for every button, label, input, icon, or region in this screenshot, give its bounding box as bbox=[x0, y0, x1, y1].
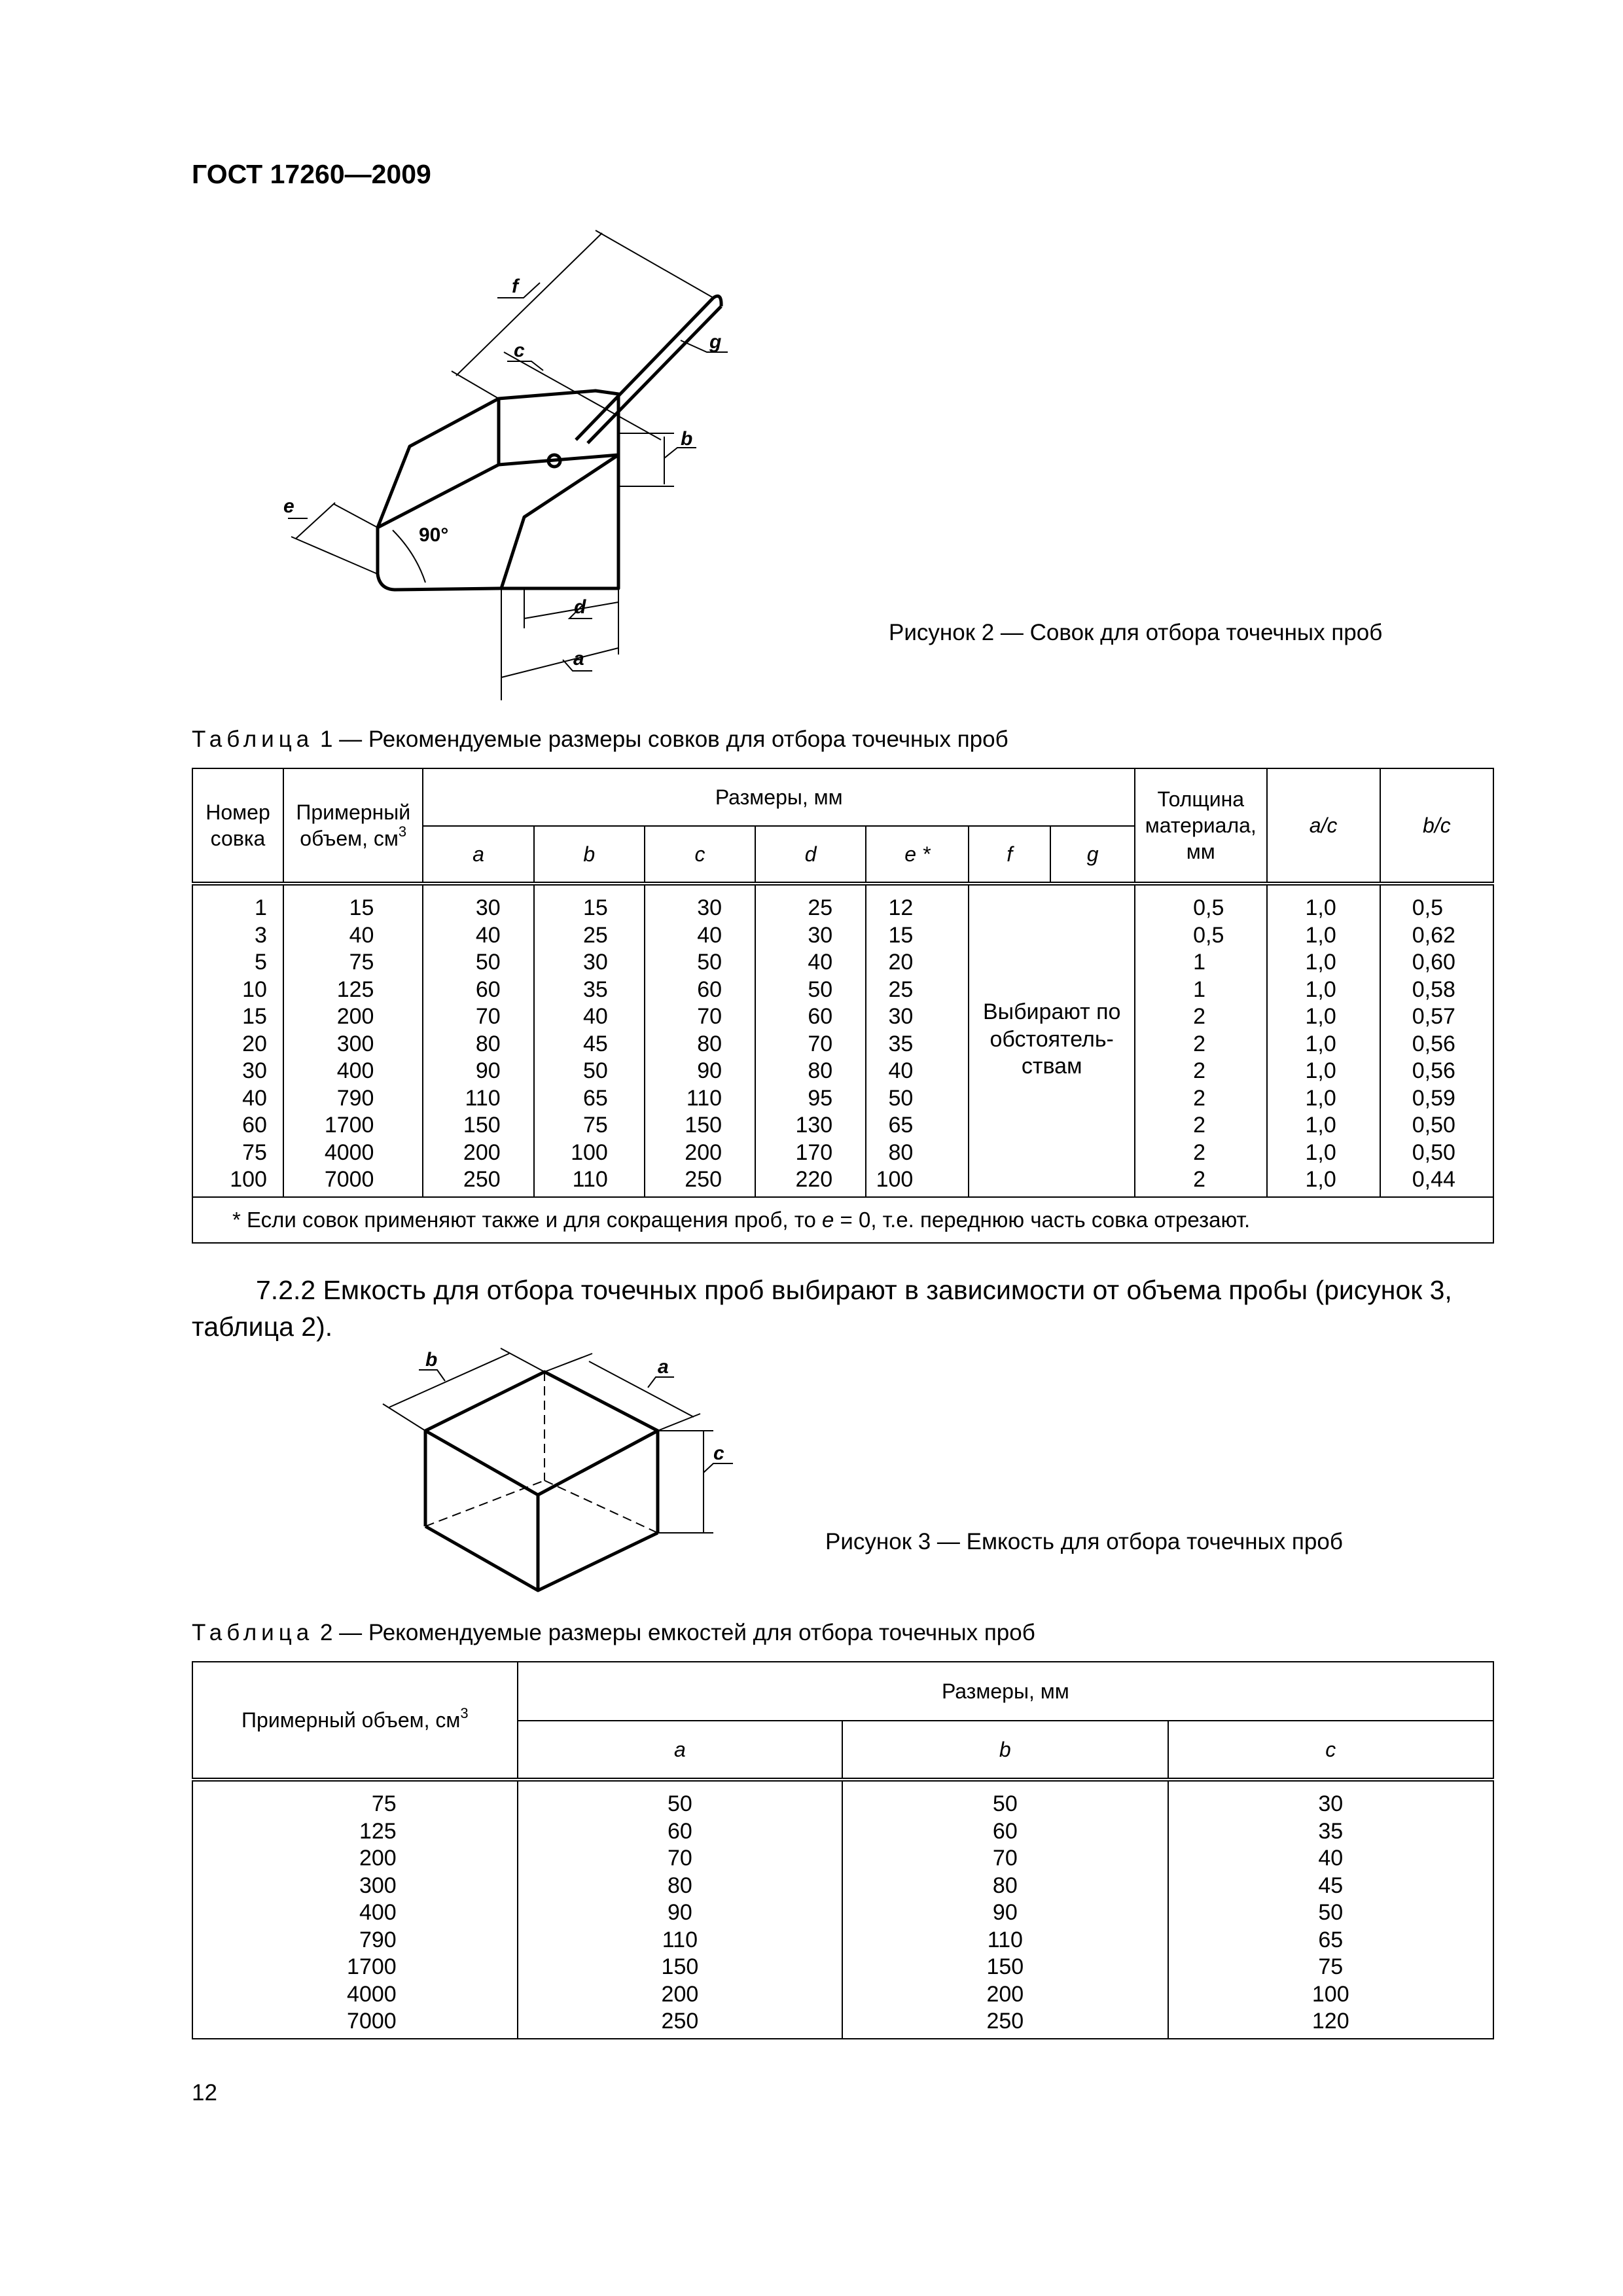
t1-body-row bbox=[192, 884, 1493, 1197]
t1-cell: 80 bbox=[475, 1031, 501, 1056]
t1-header-volume-text: Примерный объем, см bbox=[296, 800, 411, 850]
t2-cell: 150 bbox=[986, 1954, 1024, 1979]
t2-cell: 790 bbox=[359, 1927, 397, 1952]
t1-cell: 75 bbox=[349, 950, 374, 975]
t1-cell: 2 bbox=[1193, 1004, 1206, 1029]
t1-cell: 1,0 bbox=[1305, 1167, 1336, 1192]
t1-cell: 40 bbox=[697, 922, 722, 948]
page-number: 12 bbox=[192, 2080, 217, 2106]
t1-header-c bbox=[645, 826, 755, 884]
t2-header-volume-text: Примерный объем, см bbox=[241, 1708, 461, 1732]
t1-cell: 50 bbox=[475, 950, 501, 975]
t1-cell: 4000 bbox=[324, 1139, 374, 1165]
t1-cell: 100 bbox=[571, 1139, 608, 1165]
t1-cell: 45 bbox=[583, 1031, 608, 1056]
t1-col-thickness bbox=[1135, 884, 1266, 1197]
t1-cell: 30 bbox=[583, 950, 608, 975]
t1-header-ac-text: a/c bbox=[1309, 814, 1338, 837]
t2-cell: 1700 bbox=[347, 1954, 397, 1979]
t2-col-volume bbox=[192, 1780, 518, 2039]
t1-header-number: Номер совка bbox=[192, 768, 283, 884]
t2-cell: 70 bbox=[667, 1846, 692, 1871]
table-2 bbox=[192, 1661, 1494, 2039]
t2-header-b bbox=[842, 1721, 1168, 1780]
t2-cell: 50 bbox=[1318, 1900, 1344, 1925]
t1-cell: 200 bbox=[336, 1004, 374, 1029]
t2-col-b bbox=[842, 1780, 1168, 2039]
t1-cell: 130 bbox=[795, 1113, 833, 1138]
t1-cell: 170 bbox=[795, 1139, 833, 1165]
figure-2-caption: Рисунок 2 — Совок для отбора точечных проб bbox=[889, 620, 1383, 645]
t1-cell: 60 bbox=[808, 1004, 833, 1029]
fig2-label-c: c bbox=[514, 340, 525, 361]
t1-cell: 1,0 bbox=[1305, 895, 1336, 920]
t2-header-a bbox=[518, 1721, 842, 1780]
t1-col-number bbox=[192, 884, 283, 1197]
fig2-label-g: g bbox=[709, 331, 722, 353]
t1-cell: 300 bbox=[336, 1031, 374, 1056]
t1-header-volume-sup: 3 bbox=[398, 823, 407, 840]
t1-cell: 150 bbox=[685, 1113, 722, 1138]
t1-cell: 5 bbox=[255, 950, 267, 975]
t2-cell: 30 bbox=[1318, 1791, 1344, 1816]
t1-cell: 70 bbox=[475, 1004, 501, 1029]
figure-2-scoop-drawing bbox=[275, 223, 746, 707]
t2-header-b-text: b bbox=[999, 1738, 1011, 1761]
t1-cell: 2 bbox=[1193, 1113, 1206, 1138]
t1-cell: 1 bbox=[1193, 977, 1206, 1002]
t1-cell: 12 bbox=[888, 895, 914, 920]
t1-cell: 65 bbox=[888, 1113, 914, 1138]
t2-cell: 300 bbox=[359, 1873, 397, 1898]
t1-footnote-e: e bbox=[822, 1207, 834, 1232]
t2-cell: 40 bbox=[1318, 1846, 1344, 1871]
t1-cell: 3 bbox=[255, 922, 267, 948]
t1-header-d bbox=[755, 826, 866, 884]
t2-cell: 125 bbox=[359, 1818, 397, 1844]
t2-cell: 60 bbox=[992, 1818, 1018, 1844]
t1-cell: 0,50 bbox=[1412, 1139, 1455, 1165]
t2-cell: 200 bbox=[661, 1981, 699, 2007]
t1-header-b-text: b bbox=[583, 842, 596, 866]
t1-cell: 50 bbox=[888, 1085, 914, 1111]
t1-cell: 15 bbox=[583, 895, 608, 920]
t1-cell: 65 bbox=[583, 1085, 608, 1111]
t1-header-d-text: d bbox=[804, 842, 817, 866]
t1-col-bc bbox=[1380, 884, 1493, 1197]
t2-body-row bbox=[192, 1780, 1493, 2039]
t1-footnote bbox=[192, 1197, 1493, 1243]
t2-cell: 50 bbox=[667, 1791, 692, 1816]
t1-cell: 220 bbox=[795, 1167, 833, 1192]
fig3-label-b: b bbox=[425, 1349, 438, 1371]
t1-col-c bbox=[645, 884, 755, 1197]
t1-fg-line-1: Выбирают по bbox=[982, 999, 1121, 1024]
fig3-label-c: c bbox=[713, 1443, 724, 1464]
t1-col-e bbox=[866, 884, 969, 1197]
t1-header-thickness: Толщина материала, мм bbox=[1135, 768, 1266, 884]
t1-cell: 1,0 bbox=[1305, 1139, 1336, 1165]
t1-cell: 0,62 bbox=[1412, 922, 1455, 948]
t1-cell: 0,44 bbox=[1412, 1167, 1455, 1192]
t2-cell: 110 bbox=[662, 1927, 698, 1952]
t1-cell: 30 bbox=[808, 922, 833, 948]
t1-fg-line-2: обстоятель- bbox=[990, 1026, 1114, 1052]
t1-cell: 80 bbox=[697, 1031, 722, 1056]
t1-cell: 25 bbox=[583, 922, 608, 948]
t2-header-a-text: a bbox=[674, 1738, 686, 1761]
t2-header-c bbox=[1168, 1721, 1493, 1780]
t1-cell: 0,5 bbox=[1193, 895, 1224, 920]
t1-cell: 100 bbox=[876, 1167, 914, 1192]
table-1-title-prefix: Таблица bbox=[192, 726, 314, 752]
t2-cell: 100 bbox=[1311, 1981, 1349, 2007]
t1-cell: 0,59 bbox=[1412, 1085, 1455, 1111]
t1-cell: 40 bbox=[475, 922, 501, 948]
table-1-title-text: 1 — Рекомендуемые размеры совков для отбора точечных проб bbox=[319, 726, 1008, 752]
t1-fg-line-3: ствам bbox=[1021, 1054, 1082, 1079]
t2-col-c bbox=[1168, 1780, 1493, 2039]
t1-cell: 1 bbox=[255, 895, 267, 920]
t1-cell: 200 bbox=[685, 1139, 722, 1165]
t1-header-a bbox=[423, 826, 533, 884]
t2-cell: 60 bbox=[667, 1818, 692, 1844]
fig2-label-e: e bbox=[283, 495, 294, 517]
t2-cell: 35 bbox=[1318, 1818, 1344, 1844]
t1-cell: 10 bbox=[242, 977, 267, 1002]
t1-header-volume bbox=[283, 768, 423, 884]
t1-cell: 25 bbox=[888, 977, 914, 1002]
t1-header-g bbox=[1050, 826, 1135, 884]
t1-cell: 30 bbox=[888, 1004, 914, 1029]
fig2-label-d: d bbox=[574, 596, 586, 618]
t1-cell: 2 bbox=[1193, 1139, 1206, 1165]
t1-cell: 40 bbox=[242, 1085, 267, 1111]
t2-col-a bbox=[518, 1780, 842, 2039]
t1-col-d bbox=[755, 884, 866, 1197]
t1-cell: 50 bbox=[697, 950, 722, 975]
t1-cell: 1,0 bbox=[1305, 1113, 1336, 1138]
t1-col-volume bbox=[283, 884, 423, 1197]
t2-cell: 50 bbox=[992, 1791, 1018, 1816]
t1-cell: 0,57 bbox=[1412, 1004, 1455, 1029]
t1-footnote-row bbox=[192, 1197, 1493, 1243]
t1-cell: 30 bbox=[475, 895, 501, 920]
t1-cell: 0,58 bbox=[1412, 977, 1455, 1002]
t2-cell: 45 bbox=[1318, 1873, 1344, 1898]
t2-cell: 250 bbox=[986, 2009, 1024, 2034]
table-2-title-text: 2 — Рекомендуемые размеры емкостей для отбора точечных проб bbox=[319, 1620, 1035, 1645]
t1-cell: 0,60 bbox=[1412, 950, 1455, 975]
t2-header-sizes: Размеры, мм bbox=[518, 1662, 1493, 1721]
fig2-label-a: a bbox=[573, 648, 584, 670]
t1-header-a-text: a bbox=[473, 842, 484, 866]
t2-cell: 80 bbox=[992, 1873, 1018, 1898]
t1-cell: 40 bbox=[808, 950, 833, 975]
t1-cell: 0,50 bbox=[1412, 1113, 1455, 1138]
t2-cell: 75 bbox=[371, 1791, 397, 1816]
t1-header-bc bbox=[1380, 768, 1493, 884]
t1-cell: 30 bbox=[242, 1058, 267, 1083]
t1-cell: 250 bbox=[463, 1167, 501, 1192]
t1-cell: 1,0 bbox=[1305, 950, 1336, 975]
t1-col-ac bbox=[1267, 884, 1380, 1197]
t2-cell: 75 bbox=[1318, 1954, 1344, 1979]
t2-cell: 400 bbox=[359, 1900, 397, 1925]
t1-cell: 1,0 bbox=[1305, 1085, 1336, 1111]
t2-cell: 90 bbox=[992, 1900, 1018, 1925]
t1-cell: 50 bbox=[583, 1058, 608, 1083]
t1-cell: 60 bbox=[475, 977, 501, 1002]
t1-cell: 90 bbox=[475, 1058, 501, 1083]
t2-header-volume-sup: 3 bbox=[460, 1705, 469, 1721]
t1-header-f-text: f bbox=[1007, 842, 1013, 866]
t1-cell: 75 bbox=[583, 1113, 608, 1138]
t1-cell: 200 bbox=[463, 1139, 501, 1165]
t2-cell: 120 bbox=[1311, 2009, 1349, 2034]
t2-cell: 200 bbox=[986, 1981, 1024, 2007]
t2-cell: 7000 bbox=[347, 2009, 397, 2034]
t1-cell: 25 bbox=[808, 895, 833, 920]
t1-header-ac bbox=[1267, 768, 1380, 884]
t2-cell: 110 bbox=[987, 1927, 1023, 1952]
t1-cell: 0,56 bbox=[1412, 1058, 1455, 1083]
t1-header-bc-text: b/c bbox=[1423, 814, 1451, 837]
t2-cell: 200 bbox=[359, 1846, 397, 1871]
fig2-label-f: f bbox=[512, 276, 518, 297]
document-header: ГОСТ 17260—2009 bbox=[192, 159, 431, 189]
t1-cell: 60 bbox=[697, 977, 722, 1002]
t1-cell: 1,0 bbox=[1305, 977, 1336, 1002]
t1-cell: 40 bbox=[349, 922, 374, 948]
t1-cell: 15 bbox=[888, 922, 914, 948]
fig2-label-angle: 90° bbox=[419, 524, 449, 546]
t1-cell: 40 bbox=[888, 1058, 914, 1083]
t1-header-f bbox=[969, 826, 1050, 884]
t1-header-e-text: e * bbox=[904, 842, 931, 866]
t1-cell: 75 bbox=[242, 1139, 267, 1165]
t1-cell: 2 bbox=[1193, 1058, 1206, 1083]
t1-cell: 1,0 bbox=[1305, 922, 1336, 948]
t1-col-fg bbox=[969, 884, 1135, 1197]
t1-cell: 1,0 bbox=[1305, 1058, 1336, 1083]
t1-cell: 1 bbox=[1193, 950, 1206, 975]
table-2-title-prefix: Таблица bbox=[192, 1620, 314, 1645]
t1-cell: 1700 bbox=[324, 1113, 374, 1138]
t1-cell: 0,5 bbox=[1412, 895, 1443, 920]
table-2-title bbox=[192, 1620, 1035, 1646]
t2-cell: 150 bbox=[661, 1954, 699, 1979]
t1-col-a bbox=[423, 884, 533, 1197]
t1-cell: 150 bbox=[463, 1113, 501, 1138]
t1-header-e bbox=[866, 826, 969, 884]
t1-cell: 20 bbox=[242, 1031, 267, 1056]
t1-cell: 70 bbox=[697, 1004, 722, 1029]
t1-cell: 50 bbox=[808, 977, 833, 1002]
t1-footnote-b: = 0, т.е. переднюю часть совка отрезают. bbox=[834, 1207, 1251, 1232]
t1-cell: 35 bbox=[583, 977, 608, 1002]
t2-header-volume bbox=[192, 1662, 518, 1780]
t1-cell: 100 bbox=[230, 1167, 267, 1192]
figure-3-caption: Рисунок 3 — Емкость для отбора точечных проб bbox=[825, 1529, 1343, 1554]
t1-cell: 2 bbox=[1193, 1167, 1206, 1192]
t1-cell: 80 bbox=[888, 1139, 914, 1165]
t2-cell: 4000 bbox=[347, 1981, 397, 2007]
t1-cell: 15 bbox=[242, 1004, 267, 1029]
t1-cell: 110 bbox=[686, 1085, 722, 1111]
t1-col-b bbox=[534, 884, 645, 1197]
t1-cell: 7000 bbox=[324, 1167, 374, 1192]
t1-header-b bbox=[534, 826, 645, 884]
t2-cell: 80 bbox=[667, 1873, 692, 1898]
fig2-label-b: b bbox=[681, 428, 693, 450]
t1-cell: 0,56 bbox=[1412, 1031, 1455, 1056]
t2-cell: 250 bbox=[661, 2009, 699, 2034]
fig3-label-a: a bbox=[658, 1356, 669, 1378]
t1-header-g-text: g bbox=[1086, 842, 1099, 866]
t2-cell: 70 bbox=[992, 1846, 1018, 1871]
t2-cell: 90 bbox=[667, 1900, 692, 1925]
t1-cell: 1,0 bbox=[1305, 1031, 1336, 1056]
t1-cell: 80 bbox=[808, 1058, 833, 1083]
t1-cell: 790 bbox=[336, 1085, 374, 1111]
t1-cell: 110 bbox=[572, 1167, 608, 1192]
t1-footnote-a: * Если совок применяют также и для сокращения проб, то bbox=[232, 1207, 823, 1232]
t1-cell: 2 bbox=[1193, 1031, 1206, 1056]
t1-cell: 400 bbox=[336, 1058, 374, 1083]
t2-cell: 65 bbox=[1318, 1927, 1344, 1952]
t1-cell: 1,0 bbox=[1305, 1004, 1336, 1029]
t1-cell: 30 bbox=[697, 895, 722, 920]
t2-header-c-text: c bbox=[1325, 1738, 1336, 1761]
t1-cell: 35 bbox=[888, 1031, 914, 1056]
t1-header-sizes: Размеры, мм bbox=[423, 768, 1135, 826]
t1-cell: 95 bbox=[808, 1085, 833, 1111]
t1-cell: 20 bbox=[888, 950, 914, 975]
t1-cell: 40 bbox=[583, 1004, 608, 1029]
t1-cell: 125 bbox=[336, 977, 374, 1002]
t1-header-c-text: c bbox=[694, 842, 705, 866]
paragraph-7-2-2: 7.2.2 Емкость для отбора точечных проб выбирают в зависимости от объема пробы (рисунок 3, таблица 2). bbox=[192, 1275, 1452, 1342]
t1-cell: 2 bbox=[1193, 1085, 1206, 1111]
t1-cell: 250 bbox=[685, 1167, 722, 1192]
table-1-title bbox=[192, 726, 1008, 753]
t1-cell: 15 bbox=[349, 895, 374, 920]
t1-cell: 0,5 bbox=[1193, 922, 1224, 948]
table-1 bbox=[192, 768, 1494, 1244]
t1-cell: 60 bbox=[242, 1113, 267, 1138]
figure-3-container-drawing bbox=[373, 1342, 740, 1604]
t1-cell: 70 bbox=[808, 1031, 833, 1056]
t1-cell: 110 bbox=[465, 1085, 501, 1111]
t1-cell: 90 bbox=[697, 1058, 722, 1083]
